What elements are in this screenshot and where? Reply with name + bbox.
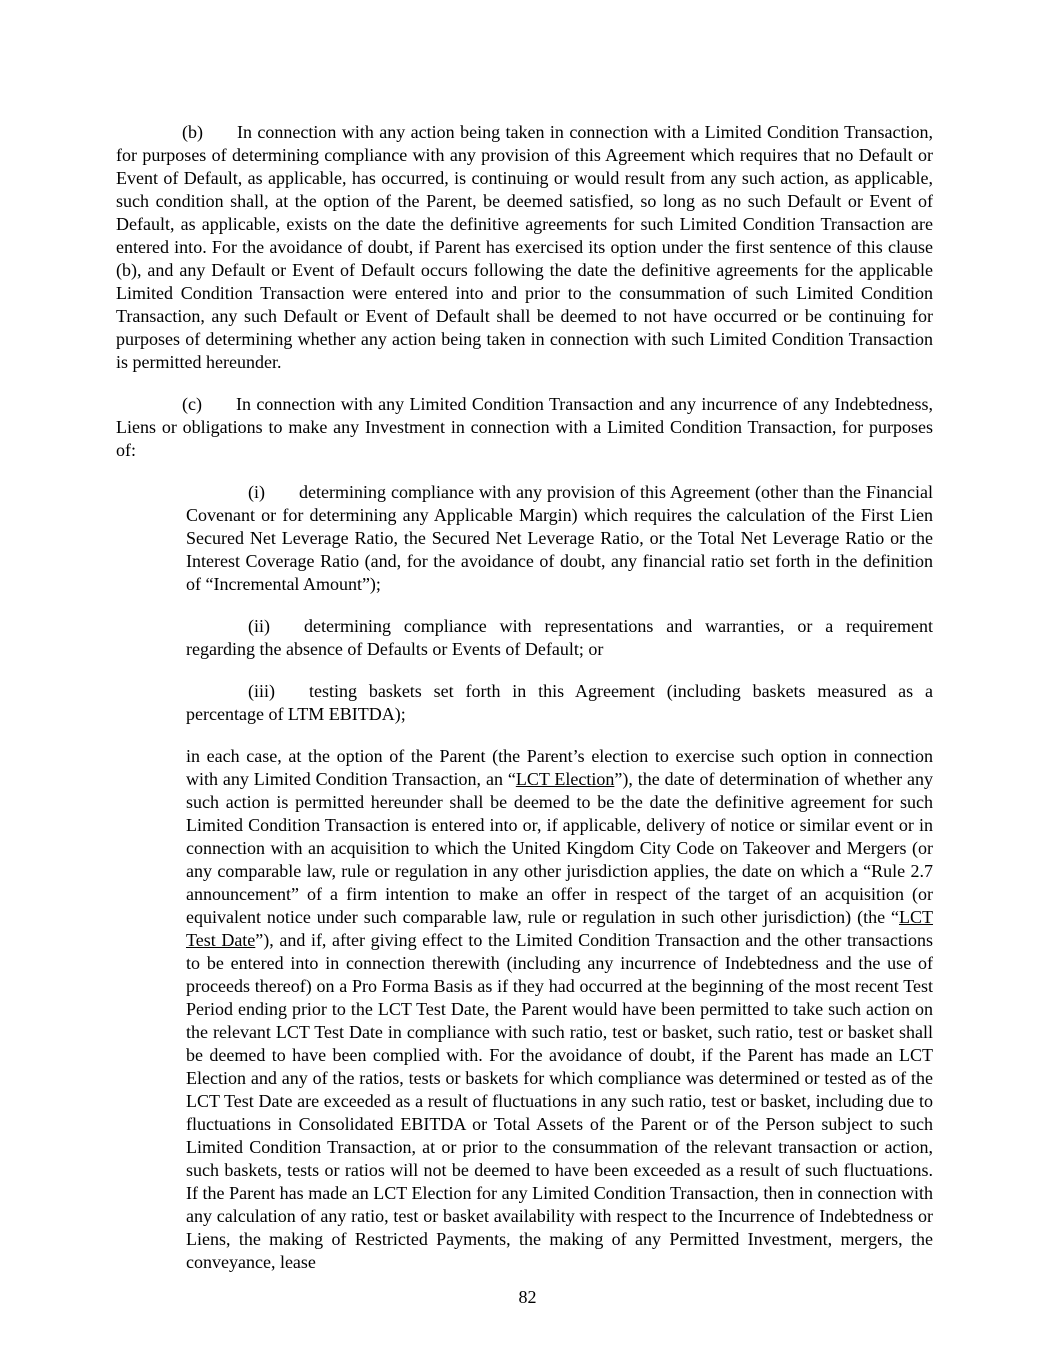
text-run: In connection with any action being taken in connection with a Limited Condition Transaction, for purposes of determining compliance with any provision of this Agreement which requires that no Default or Event of Default, as applicable, has occurred, is continuing or would result from any such action, as applicable, such condition shall, at the option of the Parent, be deemed satisfied, so long as no such Default or Event of Default, as applicable, exists on the date the definitive agreements for such Limited Condition Transaction are entered into. For the avoidance of doubt, if Parent has exercised its option under the first sentence of this clause (b), and any Default or Event of Default occurs following the date the definitive agreements for the applicable Limited Condition Transaction were entered into and prior to the consummation of such Limited Condition Transaction, any such Default or Event of Default shall be deemed to not have occurred or be continuing for purposes of determining whether any action being taken in connection with such Limited Condition Transaction is permitted hereunder. bbox=[116, 122, 933, 372]
paragraph bbox=[186, 481, 933, 596]
paragraph-container bbox=[116, 121, 933, 1274]
defined-term: LCT Election bbox=[515, 769, 615, 789]
paragraph bbox=[186, 680, 933, 726]
paragraph-label: (c) bbox=[182, 394, 202, 414]
document-body bbox=[116, 121, 933, 1293]
page-number: 82 bbox=[518, 1287, 537, 1307]
text-run: ”), the date of determination of whether any such action is permitted hereunder shall be deemed to be the date the definitive agreement for such Limited Condition Transaction is entered into or, if applicable, delivery of notice or similar event or in connection with an acquisition to which the United Kingdom City Code on Takeover and Mergers (or any comparable law, rule or regulation in any other jurisdiction applies, the date on which a “Rule 2.7 announcement” of a firm intention to make an offer in respect of the target of an acquisition (or equivalent notice under such comparable law, rule or regulation in such other jurisdiction) (the “ bbox=[186, 769, 933, 927]
paragraph bbox=[116, 121, 933, 374]
paragraph bbox=[116, 393, 933, 462]
text-run: determining compliance with any provision of this Agreement (other than the Financial Covenant or for determining any Applicable Margin) which requires the calculation of the First Lien Secured Net Leverage Ratio, the Secured Net Leverage Ratio, or the Total Net Leverage Ratio or the Interest Coverage Ratio (and, for the avoidance of doubt, any financial ratio set forth in the definition of “Incremental Amount”); bbox=[186, 482, 933, 594]
page-footer bbox=[0, 1286, 1055, 1309]
paragraph bbox=[186, 745, 933, 1274]
paragraph-label: (iii) bbox=[248, 681, 275, 701]
paragraph-label: (i) bbox=[248, 482, 265, 502]
text-run: ”), and if, after giving effect to the Limited Condition Transaction and the other transactions to be entered into in connection therewith (including any incurrence of Indebtedness and the use of proceeds thereof) on a Pro Forma Basis as if they had occurred at the beginning of the most recent Test Period ending prior to the LCT Test Date, the Parent would have been permitted to take such action on the relevant LCT Test Date in compliance with such ratio, test or basket, such ratio, test or basket shall be deemed to have been complied with. For the avoidance of doubt, if the Parent has made an LCT Election and any of the ratios, tests or baskets for which compliance was determined or tested as of the LCT Test Date are exceeded as a result of fluctuations in any such ratio, test or basket, including due to fluctuations in Consolidated EBITDA or Total Assets of the Parent or of the Person subject to such Limited Condition Transaction, at or prior to the consummation of the relevant transaction or action, such baskets, tests or ratios will not be deemed to have been exceeded as a result of such fluctuations. If the Parent has made an LCT Election for any Limited Condition Transaction, then in connection with any calculation of any ratio, test or basket availability with respect to the Incurrence of Indebtedness or Liens, the making of Restricted Payments, the making of any Permitted Investment, mergers, the conveyance, lease bbox=[186, 930, 933, 1272]
paragraph-label: (ii) bbox=[248, 616, 270, 636]
defined-term: LCT Test Date bbox=[186, 907, 933, 950]
paragraph-label: (b) bbox=[182, 122, 203, 142]
paragraph bbox=[186, 615, 933, 661]
text-run: determining compliance with representations and warranties, or a requirement regarding the absence of Defaults or Events of Default; or bbox=[186, 616, 933, 659]
text-run: testing baskets set forth in this Agreement (including baskets measured as a percentage of LTM EBITDA); bbox=[186, 681, 933, 724]
text-run: In connection with any Limited Condition Transaction and any incurrence of any Indebtedness, Liens or obligations to make any Investment in connection with a Limited Condition Transaction, for purposes of: bbox=[116, 394, 933, 460]
text-run: in each case, at the option of the Parent (the Parent’s election to exercise such option in connection with any Limited Condition Transaction, an “ bbox=[186, 746, 933, 789]
